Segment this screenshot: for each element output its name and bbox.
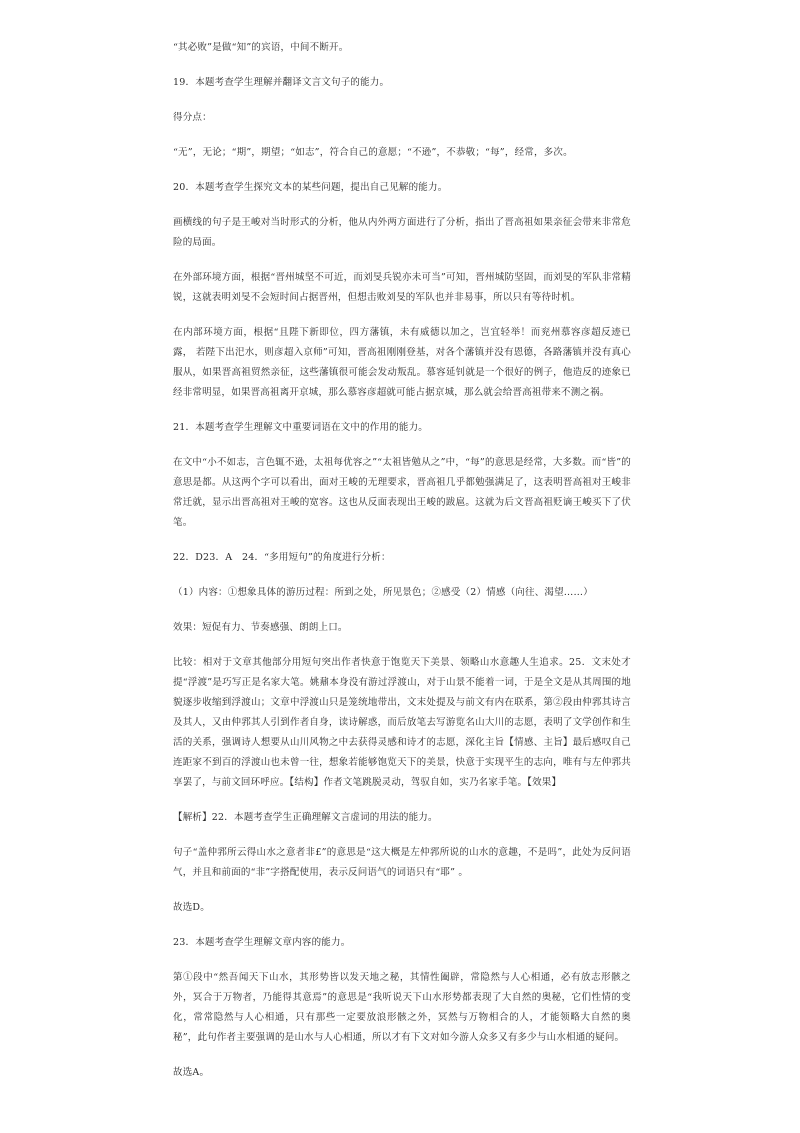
question-20-paragraph-2: 在外部环境方面，根据“晋州城坚不可近，而刘旻兵锐亦未可当”可知，晋州城防坚固，而刘旻的军队非常精锐，这就表明刘旻不会短时间占据晋州，但想击败刘旻的军队也并非易事，所以只有等待时机。 [173, 272, 631, 303]
question-23-heading: 23．本题考查学生理解文章内容的能力。 [173, 937, 351, 948]
answers-22-24-heading: 22．D23．A 24．“多用短句”的角度进行分析： [173, 552, 391, 563]
analysis-22-heading: 【解析】22．本题考查学生正确理解文言虚词的用法的能力。 [173, 812, 438, 823]
scoring-points-text: “无”，无论；“期”，期望；“如志”，符合自己的意愿；“不逊”，不恭敬；“每”，经常，多次。 [173, 147, 573, 158]
question-20-paragraph-1: 画横线的句子是王峻对当时形式的分析，他从内外两方面进行了分析，指出了晋高祖如果亲征会带来非常危险的局面。 [173, 217, 631, 248]
question-20-heading: 20．本题考查学生探究文本的某些问题，提出自己见解的能力。 [173, 182, 448, 193]
question-21-heading: 21．本题考查学生理解文中重要词语在文中的作用的能力。 [173, 422, 428, 433]
question-24-effect: 效果：短促有力、节奏感强、朗朗上口。 [173, 622, 348, 633]
answer-choice-d: 故选D。 [173, 902, 210, 913]
question-21-paragraph: 在文中“小不如志，言色辄不逊，太祖每优容之”“太祖皆勉从之”中，“每”的意思是经常，大多数。而“皆”的意思是都。从这两个字可以看出，面对王峻的无理要求，晋高祖几乎都勉强满足了，这表明晋高祖对王峻非常迁就，显示出晋高祖对王峻的宽容。这也从反面表现出王峻的跋扈。这就为后文晋高祖贬谪王峻买下了伏笔。 [173, 457, 631, 528]
question-24-25-comparison: 比较：相对于文章其他部分用短句突出作者快意于饱览天下美景、领略山水意趣人生追求。25．文末处才提“浮渡”是巧写正是名家大笔。姚鼐本身没有游过浮渡山，对于山景不能着一词，于是全文是从其周围的地貌逐步收缩到浮渡山；文章中浮渡山只是笼统地带出，文末处提及与前文有内在联系，第②段由仲郛其诗言及其人，又由仲郛其人引到作者自身，读诗解惑，而后放笔去写游览名山大川的志愿，表明了文学创作和生活的关系，强调诗人想要从山川风物之中去获得灵感和诗才的志愿，深化主旨【情感、主旨】最后感叹自己连距家不到百的浮渡山也未曾一往，想象若能够饱览天下的美景，快意于实现平生的志向，唯有与左仲郛共享罢了，与前文回环呼应。【结构】作者文笔跳脱灵动，驾驭自如，实乃名家手笔。【效果】 [173, 657, 631, 788]
document-page [173, 38, 631, 1083]
question-20-paragraph-3: 在内部环境方面，根据“且陛下新即位，四方藩镇，未有威德以加之，岂宜轻举！而兖州慕容彦超反迹已露， 若陛下出汜水，则彦超入京师”可知，晋高祖刚刚登基，对各个藩镇并没有恩德，各路藩镇并没有真心服从，如果晋高祖贸然亲征，这些藩镇很可能会发动叛乱。慕容延钊就是一个很好的例子，他造反的迹象已经非常明显，如果晋高祖离开京城，那么慕容彦超就可能占据京城，那么就会给晋高祖带来不测之祸。 [173, 327, 631, 398]
question-23-paragraph: 第①段中“然吾闻天下山水，其形势皆以发天地之秘，其情性阖辟，常隐然与人心相通，必有放志形骸之外，冥合于万物者，乃能得其意焉”的意思是“我听说天下山水形势都表现了大自然的奥秘，它们性情的变化，常常隐然与人心相通，只有那些一定要放浪形骸之外，冥然与万物相合的人，才能领略大自然的奥秘”，此句作者主要强调的是山水与人心相通，所以才有下文对如今游人众多又有多少与山水相通的疑问。 [173, 972, 631, 1043]
question-19-heading: 19．本题考查学生理解并翻译文言文句子的能力。 [173, 77, 390, 88]
analysis-22-paragraph: 句子“盖仲郛所云得山水之意者非£”的意思是“这大概是左仲郛所说的山水的意趣，不是吗”，此处为反问语气，并且和前面的“非”字搭配使用，表示反问语气的词语只有“耶” 。 [173, 847, 631, 878]
answer-line-note: “其必败”是做“知”的宾语，中间不断开。 [173, 42, 349, 53]
answer-choice-a: 故选A。 [173, 1067, 210, 1078]
scoring-points-label: 得分点： [173, 112, 212, 123]
question-24-content: （1）内容：①想象具体的游历过程：所到之处，所见景色；②感受（2）情感（向往、渴望……） [173, 587, 593, 598]
